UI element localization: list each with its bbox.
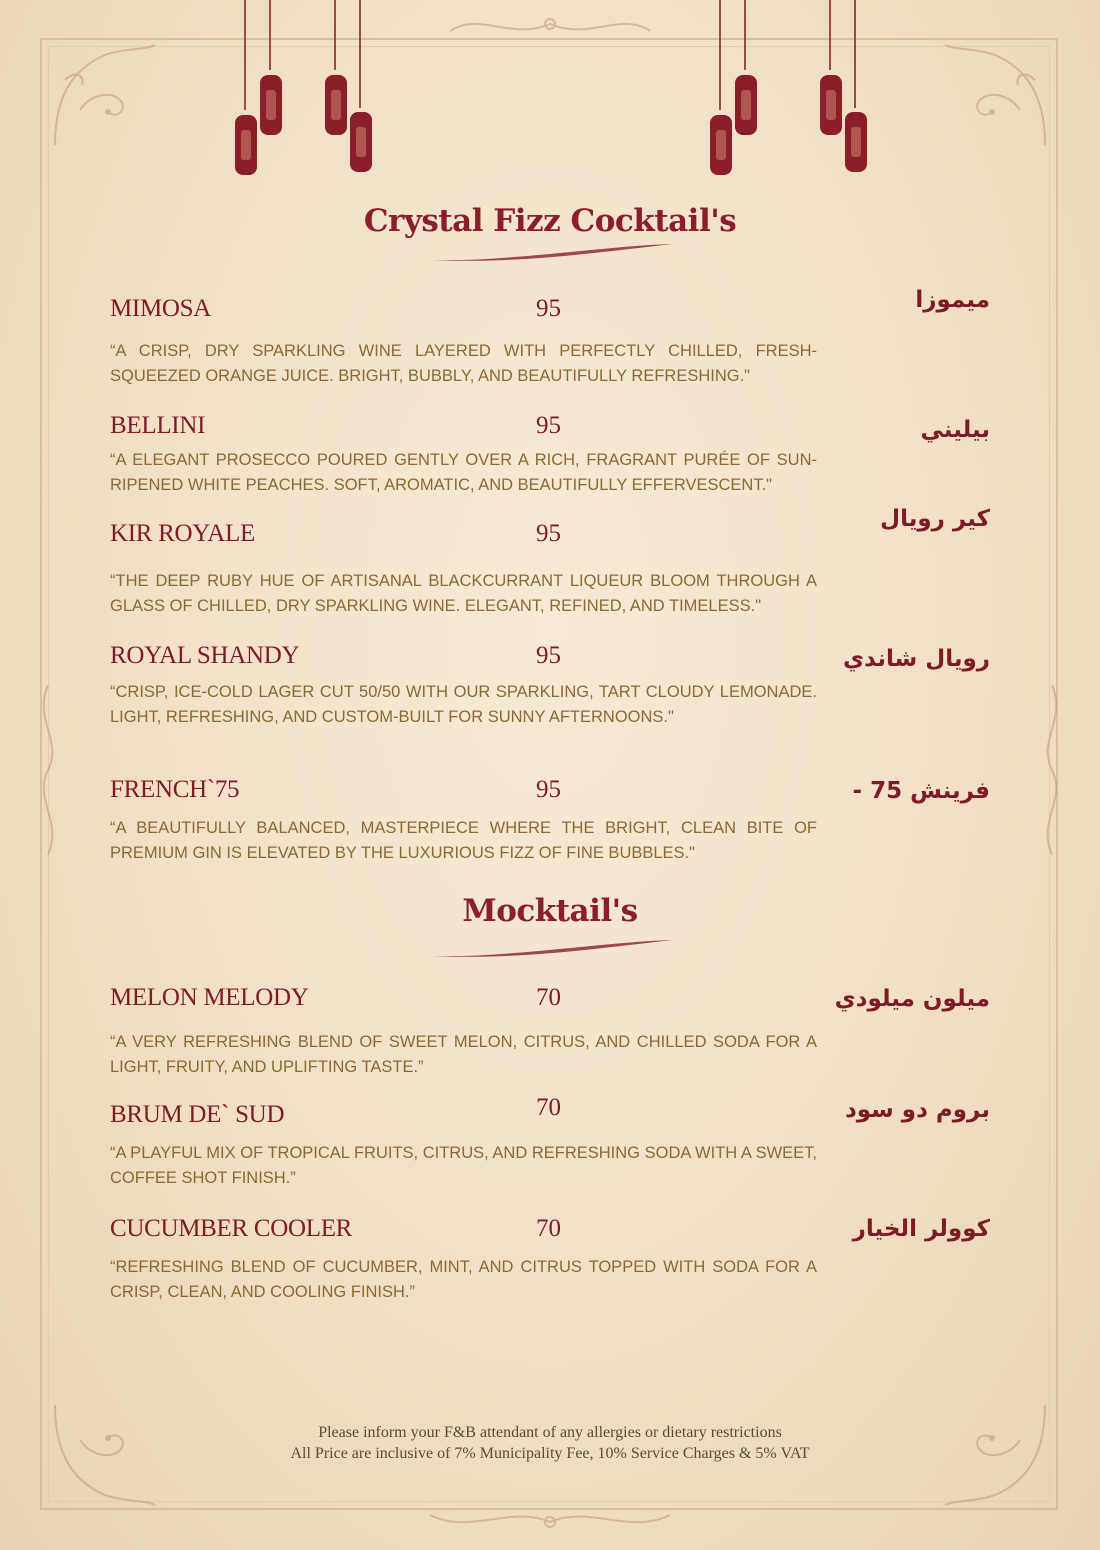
item-arabic-name: بيليني [920, 417, 990, 443]
floral-corner-icon [50, 40, 160, 150]
pricing-notice: All Price are inclusive of 7% Municipality Fee, 10% Service Charges & 5% VAT [290, 1445, 810, 1462]
item-description: “A PLAYFUL MIX OF TROPICAL FRUITS, CITRUS, AND REFRESHING SODA WITH A SWEET, COFFEE SHOT FINISH.” [110, 1144, 817, 1187]
item-description: “CRISP, ICE-COLD LAGER CUT 50/50 WITH OUR SPARKLING, TART CLOUDY LEMONADE. LIGHT, REFRESHING, AND CUSTOM-BUILT FOR SUNNY AFTERNOONS." [110, 683, 817, 726]
item-arabic-name: كير رويال [880, 506, 990, 532]
item-description: “A CRISP, DRY SPARKLING WINE LAYERED WITH PERFECTLY CHILLED, FRESH-SQUEEZED ORANGE JUICE. BRIGHT, BUBBLY, AND BEAUTIFULLY REFRESHING." [110, 342, 817, 385]
mocktails-section-title: Mocktail's [462, 893, 638, 929]
item-name: CUCUMBER COOLER [110, 1215, 353, 1242]
cocktails-section-title: Crystal Fizz Cocktail's [363, 203, 737, 239]
swash-divider-icon [430, 242, 675, 266]
item-arabic-name: بروم دو سود [844, 1097, 990, 1123]
hanging-lantern-icon [225, 0, 385, 200]
item-description: “A ELEGANT PROSECCO POURED GENTLY OVER A RICH, FRAGRANT PURÉE OF SUN-RIPENED WHITE PEACHES. SOFT, AROMATIC, AND BEAUTIFULLY EFFERVESCENT." [110, 451, 817, 494]
item-price: 95 [536, 295, 561, 322]
top-flourish-icon [440, 6, 660, 46]
hanging-lantern-icon [705, 0, 875, 200]
swash-divider-icon [430, 938, 675, 962]
item-arabic-name: فرينش 75 - [852, 778, 990, 804]
item-name: FRENCH`75 [110, 776, 240, 803]
item-name: ROYAL SHANDY [110, 642, 300, 669]
allergy-notice: Please inform your F&B attendant of any allergies or dietary restrictions [318, 1424, 782, 1441]
floral-corner-icon [940, 40, 1050, 150]
item-name: KIR ROYALE [110, 520, 255, 547]
item-name: BRUM DE` SUD [110, 1101, 285, 1128]
item-price: 95 [536, 642, 561, 669]
item-price: 70 [536, 1094, 561, 1121]
item-price: 95 [536, 412, 561, 439]
item-arabic-name: رويال شاندي [842, 646, 990, 672]
item-price: 95 [536, 776, 561, 803]
item-description: “THE DEEP RUBY HUE OF ARTISANAL BLACKCURRANT LIQUEUR BLOOM THROUGH A GLASS OF CHILLED, DRY SPARKLING WINE. ELEGANT, REFINED, AND TIMELESS." [110, 572, 817, 615]
side-flourish-icon [28, 680, 68, 860]
bottom-flourish-icon [420, 1500, 680, 1540]
item-description: “A VERY REFRESHING BLEND OF SWEET MELON, CITRUS, AND CHILLED SODA FOR A LIGHT, FRUITY, AND UPLIFTING TASTE.” [110, 1033, 817, 1076]
item-description: “A BEAUTIFULLY BALANCED, MASTERPIECE WHERE THE BRIGHT, CLEAN BITE OF PREMIUM GIN IS ELEVATED BY THE LUXURIOUS FIZZ OF FINE BUBBLES." [110, 819, 817, 862]
item-name: BELLINI [110, 412, 206, 439]
item-arabic-name: كوولر الخيار [852, 1216, 990, 1242]
item-arabic-name: ميموزا [915, 287, 990, 313]
item-arabic-name: ميلون ميلودي [834, 986, 990, 1012]
item-name: MIMOSA [110, 295, 211, 322]
item-price: 70 [536, 984, 561, 1011]
item-name: MELON MELODY [110, 984, 309, 1011]
side-flourish-icon [1032, 680, 1072, 860]
item-description: “REFRESHING BLEND OF CUCUMBER, MINT, AND CITRUS TOPPED WITH SODA FOR A CRISP, CLEAN, AND COOLING FINISH.” [110, 1258, 817, 1301]
item-price: 70 [536, 1215, 561, 1242]
item-price: 95 [536, 520, 561, 547]
